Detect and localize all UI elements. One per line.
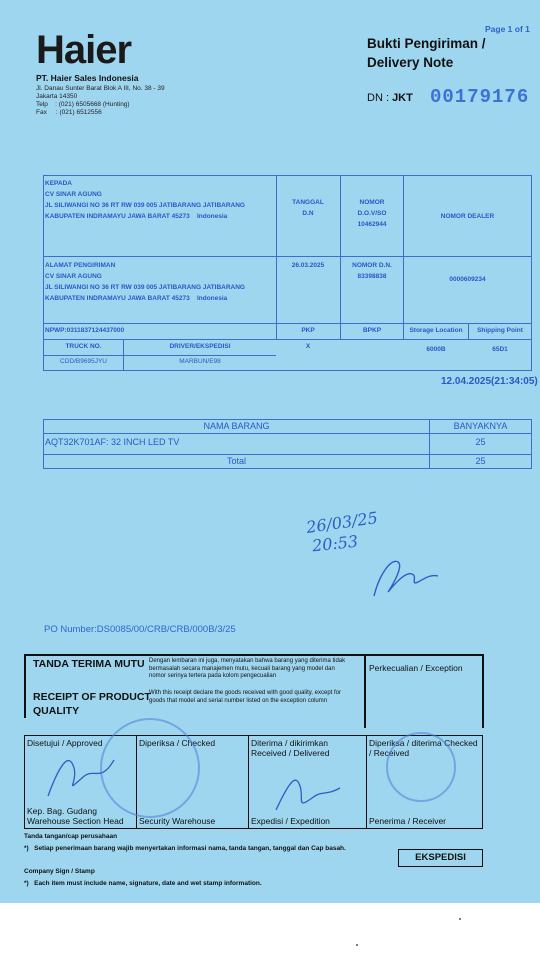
divider — [248, 735, 249, 829]
address-line-2: Jakarta 14350 — [36, 93, 78, 100]
footer-line-3: Company Sign / Stamp — [24, 868, 95, 875]
section-head-label: Kep. Bag. Gudang Warehouse Section Head — [27, 806, 124, 826]
speck — [356, 944, 358, 946]
speck — [459, 918, 461, 920]
receipt-title-en-1: RECEIPT OF PRODUCT — [33, 691, 151, 703]
ship-address-2-text: KABUPATEN INDRAMAYU JAWA BARAT 45273 — [45, 295, 190, 302]
dn-number: 00179176 — [430, 86, 530, 108]
title-line-2: Delivery Note — [367, 55, 454, 70]
handwritten-time: 20:53 — [311, 531, 359, 556]
dn-label — [367, 92, 413, 104]
nomor-dn-label: NOMOR D.N. — [352, 262, 392, 269]
ship-address-1: JL SILIWANGI NO 36 RT RW 039 005 JATIBARANG JATIBARANG — [45, 284, 245, 291]
receipt-title-en — [33, 690, 151, 718]
footer-line-4: *) Each item must include name, signature, date and wet stamp information. — [24, 880, 262, 887]
footer-line-1: Tanda tangan/cap perusahaan — [24, 833, 118, 840]
company-name: PT. Haier Sales Indonesia — [36, 73, 139, 83]
receipt-title-id: TANDA TERIMA MUTU — [33, 658, 145, 670]
dovso-label: D.O.V/SO — [357, 210, 387, 217]
divider — [366, 735, 367, 829]
ship-country: Indonesia — [196, 295, 228, 302]
handwritten-signature — [368, 552, 448, 602]
consignee-address-1: JL SILIWANGI NO 36 RT RW 039 005 JATIBARANG JATIBARANG — [45, 202, 245, 209]
receiver-label: Penerima / Receiver — [369, 816, 447, 826]
security-label: Security Warehouse — [139, 816, 216, 826]
shipping-block — [45, 260, 275, 304]
dealer-number: 0000609234 — [449, 276, 486, 283]
kepada-label: KEPADA — [45, 180, 72, 187]
total-label: Total — [226, 456, 246, 466]
item-row-qty: 25 — [475, 437, 486, 447]
footer-line-2: *) Setiap penerimaan barang wajib menyertakan informasi nama, tanda tangan, tanggal dan Cap basah. — [24, 845, 346, 852]
nomor-dn-value: 83398838 — [357, 273, 387, 280]
approved-signature — [44, 748, 124, 804]
divider — [482, 654, 484, 728]
dovso-value: 10462944 — [357, 221, 387, 228]
divider — [43, 433, 532, 434]
expedition-signature — [266, 766, 346, 816]
document-title — [367, 34, 537, 72]
shipping-point-label: Shipping Point — [477, 327, 523, 334]
page-indicator: Page 1 of 1 — [485, 24, 530, 34]
storage-location-value: 6000B — [426, 346, 446, 353]
consignee-country: Indonesia — [196, 213, 228, 220]
checked-label: Diperiksa / Checked — [139, 738, 216, 748]
receipt-title-en-2: QUALITY — [33, 705, 80, 717]
pkp-mark: X — [305, 343, 311, 350]
ship-name: CV SINAR AGUNG — [45, 273, 102, 280]
approved-label: Disetujui / Approved — [27, 738, 103, 748]
divider — [364, 654, 366, 728]
item-row-name: AQT32K701AF: 32 INCH LED TV — [45, 437, 180, 447]
receipt-text-en: With this receipt declare the goods received with good quality, except for goods that model and serial number listed on the exception column — [149, 690, 341, 704]
items-col-qty: BANYAKNYA — [453, 421, 508, 431]
divider — [43, 454, 532, 455]
title-line-1: Bukti Pengiriman / — [367, 36, 486, 51]
delivery-date: 26.03.2025 — [291, 262, 325, 269]
divider — [43, 339, 532, 340]
total-value: 25 — [475, 456, 486, 466]
nomor-header — [341, 197, 403, 230]
tanggal-header — [277, 197, 339, 219]
consignee-address-2 — [45, 211, 275, 222]
receipt-text-id: Dengan lembaran ini juga, menyatakan bahwa barang yang diterima tidak bermasalah secara manajemen mutu, kecuali barang yang model dan nomor serinya tertera pada kolom pengecualian — [149, 658, 346, 679]
po-number: PO Number:DS0085/00/CRB/CRB/000B/3/25 — [44, 624, 236, 635]
divider — [403, 175, 404, 339]
dealer-header: NOMOR DEALER — [440, 213, 495, 220]
tanggal-dn-label: D.N — [302, 210, 314, 217]
divider — [43, 256, 532, 257]
truck-label: TRUCK NO. — [65, 343, 102, 350]
divider — [43, 323, 532, 324]
npwp: NPWP:0311837124437000 — [45, 327, 125, 334]
divider — [24, 654, 484, 656]
checked-received-label: Diperiksa / diterima Checked / Received — [369, 738, 478, 758]
ekspedisi-label: EKSPEDISI — [415, 852, 466, 863]
address-line-1: Jl. Danau Sunter Barat Blok A III, No. 38 - 39 — [36, 85, 165, 92]
items-col-name: NAMA BARANG — [203, 421, 270, 431]
print-timestamp: 12.04.2025(21:34:05) — [441, 376, 538, 387]
handwritten-date: 26/03/25 — [305, 508, 379, 537]
truck-value: CDD/B9695JYU — [60, 358, 107, 365]
bpkp-label: BPKP — [362, 327, 382, 334]
dn-label-text: DN : — [367, 92, 389, 104]
driver-value: MARBUN/E98 — [179, 358, 221, 365]
nomor-dn-block — [341, 260, 403, 282]
exception-label: Perkecualian / Exception — [369, 663, 463, 673]
pkp-label: PKP — [301, 327, 315, 334]
nomor-label: NOMOR — [359, 199, 385, 206]
consignee-name: CV SINAR AGUNG — [45, 191, 102, 198]
driver-label: DRIVER/EKSPEDISI — [169, 343, 231, 350]
divider — [24, 654, 26, 718]
consignee-address-2-text: KABUPATEN INDRAMAYU JAWA BARAT 45273 — [45, 213, 190, 220]
fax-line: Fax : (021) 6512556 — [36, 109, 102, 116]
company-stamp-icon — [386, 732, 456, 802]
ship-address-2 — [45, 293, 275, 304]
divider — [43, 355, 276, 356]
company-address — [36, 85, 236, 117]
dn-prefix: JKT — [392, 92, 413, 104]
received-delivered-label: Diterima / dikirimkan Received / Delivered — [251, 738, 330, 758]
alamat-label: ALAMAT PENGIRIMAN — [45, 262, 116, 269]
kepada-block — [45, 178, 275, 222]
telp-line: Telp : (021) 6505668 (Hunting) — [36, 101, 130, 108]
tanggal-label: TANGGAL — [292, 199, 324, 206]
shipping-point-value: 65D1 — [492, 346, 508, 353]
storage-location-label: Storage Location — [409, 327, 463, 334]
expedition-label: Expedisi / Expedition — [251, 816, 330, 826]
haier-logo: Haier — [36, 28, 132, 72]
